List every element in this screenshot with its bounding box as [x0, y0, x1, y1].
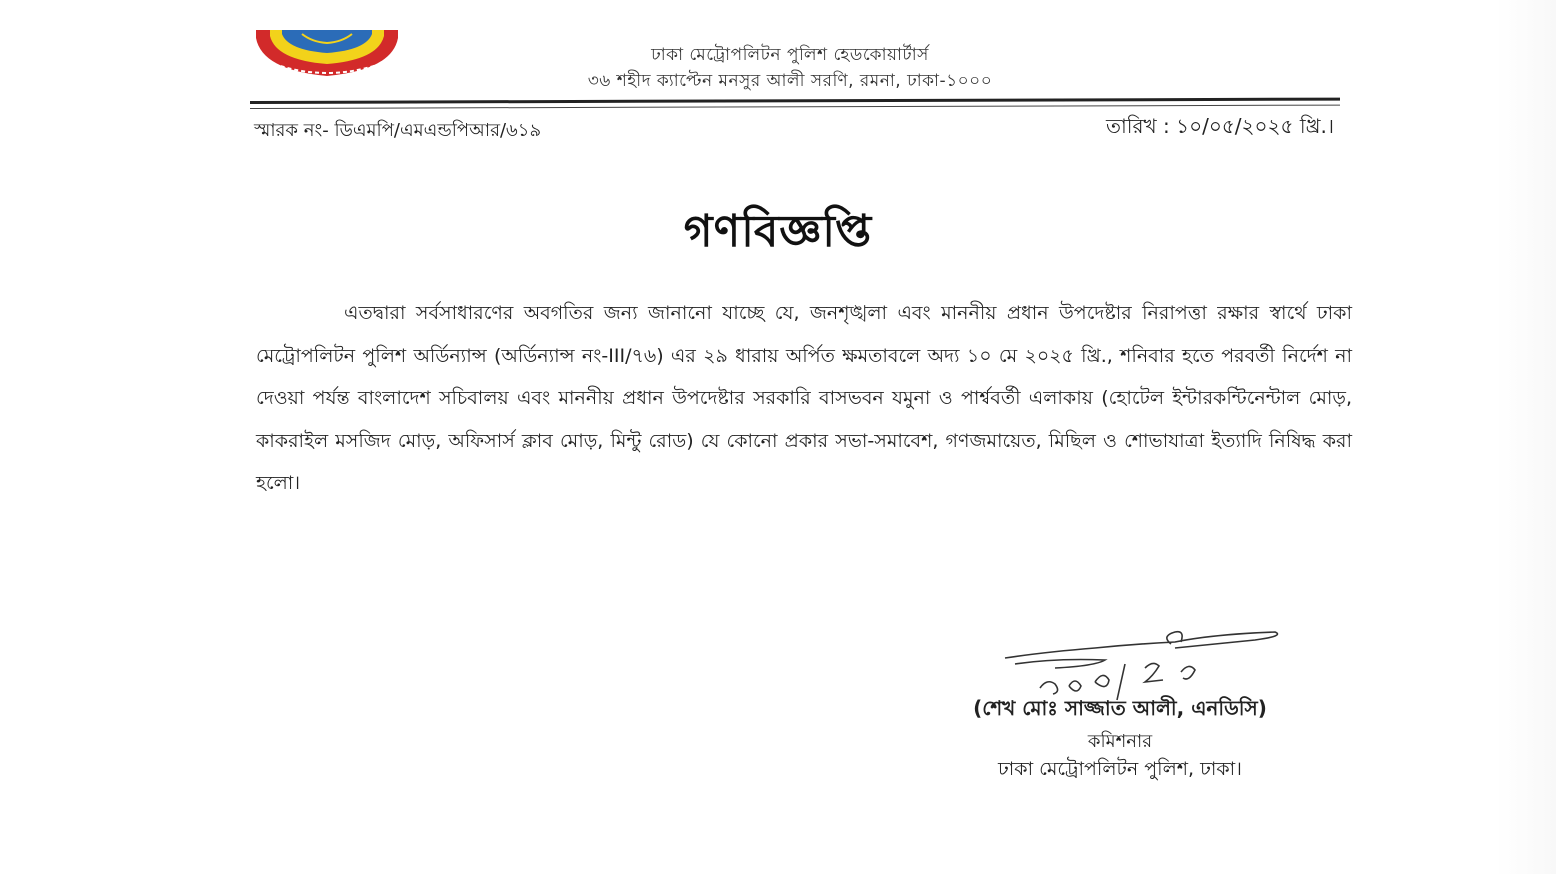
- handwritten-signature-icon: [985, 622, 1285, 702]
- memo-date: তারিখ : ১০/০৫/২০২৫ খ্রি.।: [1105, 114, 1334, 138]
- signatory-designation: কমিশনার: [1087, 731, 1153, 752]
- header-divider-thin: [250, 105, 1340, 109]
- header-office-name: ঢাকা মেট্রোপলিটন পুলিশ হেডকোয়ার্টার্স: [651, 45, 929, 65]
- notice-body: এতদ্বারা সর্বসাধারণের অবগতির জন্য জানানো যাচ্ছে যে, জনশৃঙ্খলা এবং মাননীয় প্রধান উপদেষ্টার নিরাপত্তা রক্ষার স্বার্থে ঢাকা মেট্রোপলিটন পুলিশ অর্ডিন্যান্স (অর্ডিন্যান্স নং-III/৭৬) এর ২৯ ধারায় অর্পিত ক্ষমতাবলে অদ্য ১০ মে ২০২৫ খ্রি., শনিবার হতে পরবর্তী নির্দেশ না দেওয়া পর্যন্ত বাংলাদেশ সচিবালয় এবং মাননীয় প্রধান উপদেষ্টার সরকারি বাসভবন যমুনা ও পার্শ্ববর্তী এলাকায় (হোটেল ইন্টারকন্টিনেন্টাল মোড়, কাকরাইল মসজিদ মোড়, অফিসার্স ক্লাব মোড়, মিন্টু রোড) যে কোনো প্রকার সভা-সমাবেশ, গণজমায়েত, মিছিল ও শোভাযাত্রা ইত্যাদি নিষিদ্ধ করা হলো।: [256, 302, 1352, 494]
- header-divider: [250, 98, 1340, 104]
- signatory-organization: ঢাকা মেট্রোপলিটন পুলিশ, ঢাকা।: [998, 758, 1242, 780]
- notice-title: গণবিজ্ঞপ্তি: [683, 206, 873, 257]
- signatory-name: (শেখ মোঃ সাজ্জাত আলী, এনডিসি): [973, 696, 1267, 720]
- header-address: ৩৬ শহীদ ক্যাপ্টেন মনসুর আলী সরণি, রমনা, ঢাকা-১০০০: [587, 71, 993, 91]
- memo-number: স্মারক নং- ডিএমপি/এমএন্ডপিআর/৬১৯: [254, 120, 542, 141]
- scan-edge-shadow: [1496, 0, 1556, 874]
- dmp-emblem-icon: [252, 30, 402, 80]
